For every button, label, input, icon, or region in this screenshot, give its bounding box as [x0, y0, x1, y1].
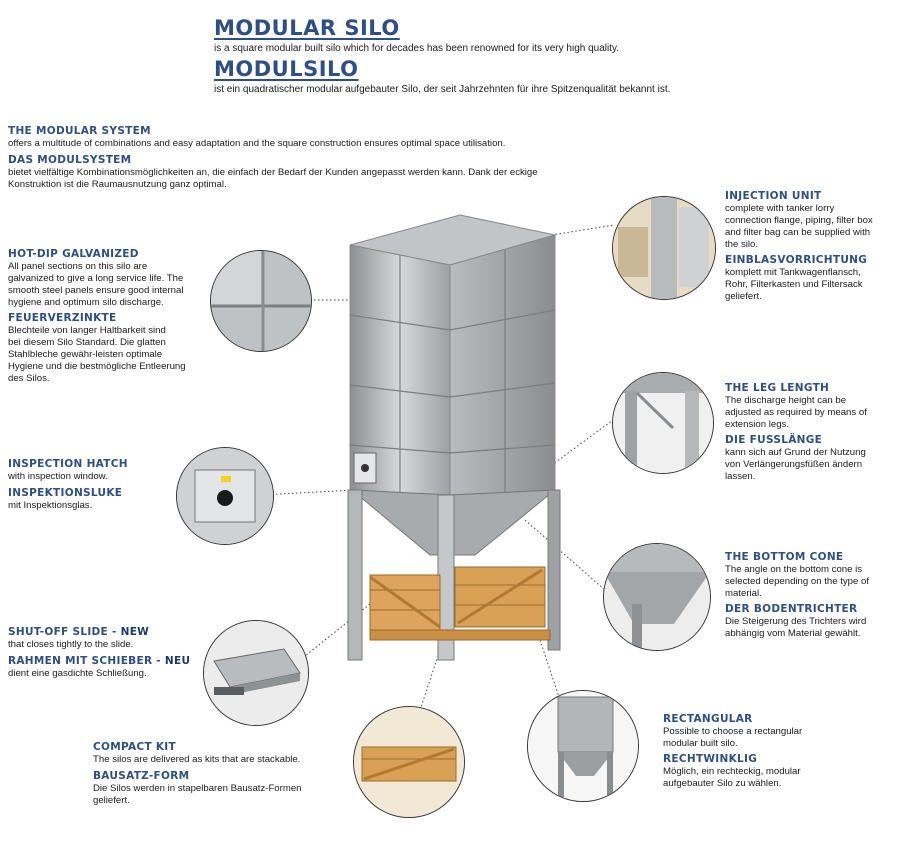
detail-circle-shut-off-slide [203, 620, 309, 726]
heading-en: COMPACT KIT [93, 741, 176, 753]
inspection-hatch-image [177, 448, 273, 544]
description-de: ist ein quadratischer modular aufgebauter Silo, der seit Jahrzehnten für ihre Spitzenqualität bekannt ist. [214, 84, 671, 95]
text-de-1: Möglich, ein rechteckig, modular [663, 766, 801, 777]
text-de-2: Konstruktion ist die Raumausnutzung ganz optimal. [8, 179, 227, 190]
text-en-2: galvanized to give a long service life. The [8, 273, 184, 284]
inspection-window [361, 464, 369, 472]
heading-en: THE MODULAR SYSTEM [8, 125, 151, 137]
text-en: offers a multitude of combinations and easy adaptation and the square construction ensures optimal space utilisation. [8, 138, 506, 149]
heading-de-main: RAHMEN MIT SCHIEBER - [8, 655, 165, 667]
heading-en: INSPECTION HATCH [8, 458, 128, 470]
text-de-3: geliefert. [725, 291, 762, 302]
silo-illustration [330, 205, 580, 670]
text-en-3: smooth steel panels ensure good internal [8, 285, 184, 296]
heading-en: THE LEG LENGTH [725, 382, 830, 394]
description-en: is a square modular built silo which for decades has been renowned for its very high quality. [214, 43, 620, 54]
heading-en-main: SHUT-OFF SLIDE - [8, 626, 121, 638]
text-en-3: and filter bag can be supplied with [725, 227, 871, 238]
compact-kit-image [354, 707, 464, 817]
text-en-1: The discharge height can be [725, 395, 847, 406]
text-en-1: complete with tanker lorry [725, 203, 835, 214]
detail-circle-compact-kit [353, 706, 465, 818]
text-en-3: extension legs. [725, 419, 789, 430]
text-en-1: All panel sections on this silo are [8, 261, 148, 272]
shut-off-slide-image [204, 621, 308, 725]
text-de-2: abhängig vom Material gewählt. [725, 628, 861, 639]
text-en-3: material. [725, 588, 762, 599]
text-en-4: hygiene and optimum silo discharge. [8, 297, 164, 308]
text-de-5: des Silos. [8, 373, 50, 384]
text-en: that closes tightly to the slide. [8, 639, 134, 650]
text-de-1: kann sich auf Grund der Nutzung [725, 447, 866, 458]
text-en-1: The angle on the bottom cone is [725, 564, 863, 575]
text-de: mit Inspektionsglas. [8, 500, 93, 511]
text-de-4: Hygiene und die bestmögliche Entleerung [8, 361, 186, 372]
injection-unit-image [613, 197, 715, 299]
wooden-crates [370, 567, 550, 640]
text-de-2: von Verlängerungsfüßen ändern [725, 459, 863, 470]
text-de-1: Die Steigerung des Trichters wird [725, 616, 867, 627]
title-en: MODULAR SILO [214, 16, 400, 40]
text-de-1: Die Silos werden in stapelbaren Bausatz-Formen [93, 783, 302, 794]
silo-side-face [450, 235, 555, 495]
text-en-1: Possible to choose a rectangular [663, 726, 803, 737]
text-de-2: Rohr, Filterkasten und Filtersack [725, 279, 863, 290]
new-badge: NEW [120, 626, 150, 638]
heading-de: FEUERVERZINKTE [8, 312, 117, 324]
detail-circle-rectangular [527, 690, 639, 802]
text-de-3: Stahlbleche gewähr-leisten optimale [8, 349, 163, 360]
heading-en: INJECTION UNIT [725, 190, 822, 202]
silo-leg-right [548, 490, 560, 650]
text-en-2: modular built silo. [663, 738, 738, 749]
text-en-2: selected depending on the type of [725, 576, 870, 587]
heading-de: INSPEKTIONSLUKE [8, 487, 123, 499]
text-de-1: komplett mit Tankwagenflansch, [725, 267, 861, 278]
detail-circle-injection-unit [612, 196, 716, 300]
heading-de: RECHTWINKLIG [663, 753, 758, 765]
heading-de: DIE FUSSLÄNGE [725, 434, 823, 446]
text-en-2: connection flange, piping, filter box [725, 215, 873, 226]
text-de-2: aufgebauter Silo zu wählen. [663, 778, 782, 789]
rectangular-silo-image [528, 691, 638, 801]
text-de: dient eine gasdichte Schließung. [8, 668, 147, 679]
heading-de: DAS MODULSYSTEM [8, 154, 132, 166]
text-de-2: bei diesem Silo Standard. Die glatten [8, 337, 166, 348]
text-en-2: adjusted as required by means of [725, 407, 867, 418]
neu-badge: NEU [164, 655, 191, 667]
detail-circle-bottom-cone [603, 543, 711, 651]
text-en: The silos are delivered as kits that are stackable. [93, 754, 301, 765]
heading-en: HOT-DIP GALVANIZED [8, 248, 139, 260]
silo-leg-left [348, 490, 362, 660]
galvanized-panel-image [211, 251, 311, 351]
text-de-3: lassen. [725, 471, 756, 482]
detail-circle-galvanized [210, 250, 312, 352]
heading-de: BAUSATZ-FORM [93, 770, 190, 782]
heading-en: RECTANGULAR [663, 713, 753, 725]
detail-circle-inspection-hatch [176, 447, 274, 545]
text-de-2: geliefert. [93, 795, 130, 806]
bottom-cone-image [604, 544, 710, 650]
title-de: MODULSILO [214, 57, 359, 81]
text-de-1: bietet vielfältige Kombinationsmöglichkeiten an, die einfach der Bedarf der Kunden angepasst werden kann. Dank der eckige [8, 167, 538, 178]
text-en-4: the silo. [725, 239, 759, 250]
text-de-1: Blechteile von langer Haltbarkeit sind [8, 325, 166, 336]
text-en: with inspection window. [8, 471, 108, 482]
heading-en: THE BOTTOM CONE [725, 551, 844, 563]
heading-de: DER BODENTRICHTER [725, 603, 858, 615]
detail-circle-leg-length [612, 372, 714, 474]
heading-de: EINBLASVORRICHTUNG [725, 254, 868, 266]
leg-image [613, 373, 713, 473]
